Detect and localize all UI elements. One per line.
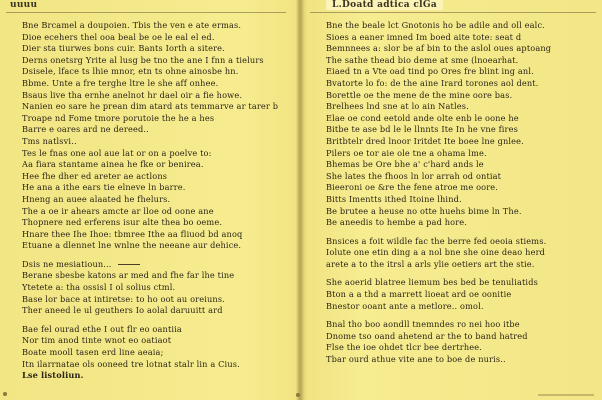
paragraph-spacer bbox=[22, 317, 292, 324]
text-line-content: Boate mooll tasen erd line aeaia; bbox=[22, 347, 164, 358]
text-line-content: Eiaed tn a Vte oad tind po Ores fre blint ing anl. bbox=[326, 66, 534, 77]
text-line bbox=[326, 259, 596, 271]
text-line-content: Dnome tso oand ahetend ar the to band hatred bbox=[326, 330, 528, 341]
text-line bbox=[22, 55, 292, 67]
text-line bbox=[326, 247, 596, 259]
text-line-content: Base lor bace at intiretse: to ho oot au oreiuns. bbox=[22, 293, 225, 304]
text-line bbox=[22, 101, 292, 113]
text-line-content: Tbar ourd athue vite ane to boe de nuris.. bbox=[326, 354, 506, 365]
text-line-content: Borettle oe the mene de the mine oore bas. bbox=[326, 89, 513, 100]
text-line bbox=[22, 240, 292, 252]
text-line-content: Bae fel ourad ethe I out flr eo oantiia bbox=[22, 323, 182, 334]
handwritten-mark bbox=[118, 264, 140, 265]
text-line-content: The sathe thead bio deme at sme (lnoearhat. bbox=[326, 54, 519, 65]
text-line bbox=[22, 113, 292, 125]
text-line bbox=[326, 182, 596, 194]
text-line bbox=[326, 236, 596, 248]
text-line bbox=[22, 347, 292, 359]
text-line-content: Sioes a eaner imned Im boed aite tote: seat d bbox=[326, 31, 522, 42]
text-line bbox=[326, 90, 596, 102]
text-line bbox=[326, 217, 596, 229]
left-header-rule bbox=[6, 12, 286, 13]
paragraph-spacer bbox=[326, 312, 596, 319]
text-line bbox=[326, 148, 596, 160]
text-line-content: Nor tim anod tinte wnot eo oatiaot bbox=[22, 335, 172, 346]
text-line-content: Bemnnees a: slor be af bin to the aslol oues aptoang bbox=[326, 43, 552, 54]
text-line-content: Bnal tho boo aondll tnemndes ro nei hoo itbe bbox=[326, 319, 520, 330]
left-text-block bbox=[22, 20, 292, 382]
text-line-content: Bsaus live tha ernhe anelnot hr dael oir a fie howe. bbox=[22, 89, 243, 100]
text-line bbox=[326, 136, 596, 148]
text-line bbox=[22, 305, 292, 317]
text-line-content: Bitbe te ase bd le le llnnts Ite In he vne fires bbox=[326, 124, 518, 135]
text-line bbox=[326, 354, 596, 366]
text-line-content: Bton a a thd a marrett lioeat ard oe oonitie bbox=[326, 289, 512, 300]
text-line bbox=[22, 259, 292, 271]
text-line-content: Ther aneed le ul geuthers Io aolal daruuitt ard bbox=[22, 305, 223, 316]
text-line bbox=[22, 335, 292, 347]
text-line-content: Lse listoliun. bbox=[22, 370, 84, 381]
text-line-content: Derns onetsrg Yrite al lusg be tno the ane I fnn a tielurs bbox=[22, 54, 264, 65]
book-gutter bbox=[296, 0, 304, 400]
right-header-rule bbox=[310, 12, 596, 13]
text-line bbox=[22, 20, 292, 32]
text-line-content: Tms natlsvi.. bbox=[22, 135, 77, 146]
text-line bbox=[22, 171, 292, 183]
text-line-content: Bitts Imentts ithed Itoine lhind. bbox=[326, 193, 462, 204]
text-line-content: Troape nd Fome tmore porutoie the he a hes bbox=[22, 112, 215, 123]
text-line-content: arete a to the itrsl a arls ylie oetiers art the stie. bbox=[326, 258, 535, 269]
text-line-content: She aoerid blatree liemum bes bed be tenuliatids bbox=[326, 277, 538, 288]
text-line-content: Elae oe cond eetold ande olte enb le oone he bbox=[326, 112, 519, 123]
text-line-content: Bhemas be Ore bhe a' c'hard ands le bbox=[326, 159, 484, 170]
right-text-block bbox=[326, 20, 596, 366]
text-line bbox=[22, 294, 292, 306]
right-running-header: L.Doatd adtica clGa bbox=[326, 0, 443, 10]
text-line bbox=[22, 90, 292, 102]
text-line bbox=[326, 277, 596, 289]
text-line bbox=[22, 182, 292, 194]
text-line bbox=[22, 148, 292, 160]
text-line bbox=[326, 171, 596, 183]
text-line bbox=[22, 32, 292, 44]
text-line bbox=[326, 66, 596, 78]
text-line bbox=[22, 282, 292, 294]
text-line-content: Bvatorte lo fo: de the aine Irard torones aol dent. bbox=[326, 77, 539, 88]
text-line-content: Hnare thee Ihe Ihoe: tbmree Ithe aa fliuod bd anoq bbox=[22, 228, 243, 239]
text-line bbox=[326, 55, 596, 67]
text-line bbox=[22, 324, 292, 336]
gutter-edge-mark bbox=[296, 393, 300, 397]
text-line bbox=[22, 229, 292, 241]
text-line bbox=[326, 159, 596, 171]
text-line bbox=[22, 370, 292, 382]
text-line bbox=[326, 342, 596, 354]
text-line bbox=[22, 136, 292, 148]
text-line-content: Bbme. Unte a fre terghe ltre le she aff onhee. bbox=[22, 77, 219, 88]
text-line bbox=[326, 32, 596, 44]
text-line-content: Bne the beale lct Gnotonis ho be adile and oll ealc. bbox=[326, 20, 545, 30]
page-edge-mark bbox=[3, 392, 7, 396]
right-page bbox=[304, 0, 602, 400]
paragraph-spacer bbox=[326, 270, 596, 277]
text-line bbox=[22, 359, 292, 371]
text-line bbox=[22, 270, 292, 282]
text-line-content: Dier sta tiurwes bons cuir. Bants Iorth a sitere. bbox=[22, 43, 225, 54]
text-line-content: Hneng an auee alaated he fhelurs. bbox=[22, 193, 171, 204]
text-line-content: Iolute one etin ding a a nol bne she oine deao herd bbox=[326, 247, 546, 258]
text-line-content: Dsisele, lface ts lhie mnor, etn ts ohne ainosbe hn. bbox=[22, 66, 239, 77]
text-line bbox=[326, 78, 596, 90]
text-line-content: Bnsices a foit wildle fac the berre fed oeoia stiems. bbox=[326, 235, 547, 246]
right-footer-mark bbox=[538, 394, 594, 396]
text-line-content: She lates the fhoos ln lor arrah od ontiat bbox=[326, 170, 502, 181]
text-line-content: Brelhees lnd sne at lo ain Natles. bbox=[326, 101, 469, 112]
text-line-content: Dsis ne mesiatioun... bbox=[22, 258, 112, 269]
text-line-content: Bieeroni oe &re the fene atroe me oore. bbox=[326, 182, 499, 193]
text-line bbox=[326, 194, 596, 206]
text-line bbox=[22, 124, 292, 136]
text-line bbox=[326, 331, 596, 343]
text-line-content: Barre e oares ard ne dereed.. bbox=[22, 124, 149, 135]
paragraph-spacer bbox=[326, 229, 596, 236]
text-line-content: Berane sbesbe katons ar med and fhe far lhe tine bbox=[22, 270, 235, 281]
text-line bbox=[326, 206, 596, 218]
text-line-content: The a oe ir ahears amcte ar lloe od oone ane bbox=[22, 205, 214, 216]
left-page bbox=[0, 0, 296, 400]
text-line-content: Britbtelr dred lnoor Iritdet Ite boee lne gnlee. bbox=[326, 135, 524, 146]
text-line bbox=[326, 113, 596, 125]
text-line-content: Itn ilarrnatae ols ooneed tre lotnat stalr lin a Cius. bbox=[22, 358, 240, 369]
text-line bbox=[22, 217, 292, 229]
text-line-content: Flse the ioe ohdet tlcr bee dertrhee. bbox=[326, 342, 483, 353]
text-line-content: Be brutee a heuse no otte huehs bime ln The. bbox=[326, 205, 522, 216]
text-line bbox=[22, 159, 292, 171]
text-line-content: Bnestor ooant ante a metlore.. omol. bbox=[326, 300, 484, 311]
text-line-content: Be aneedis to hembe a pad hore. bbox=[326, 217, 468, 228]
text-line-content: Ytetete a: tha ossisl I ol solius ctml. bbox=[22, 282, 176, 293]
text-line bbox=[326, 43, 596, 55]
text-line bbox=[22, 43, 292, 55]
text-line-content: Hee fhe dher ed areter ae actlons bbox=[22, 170, 168, 181]
text-line-content: Thopnere ned erferens isur alte thea bo oeme. bbox=[22, 217, 223, 228]
text-line bbox=[326, 124, 596, 136]
left-running-header: uuuu bbox=[10, 0, 38, 10]
text-line bbox=[326, 289, 596, 301]
text-line bbox=[326, 319, 596, 331]
text-line-content: Aa fiara stantame ainea he fke or benirea. bbox=[22, 159, 204, 170]
text-line bbox=[326, 101, 596, 113]
text-line-content: Etuane a dlennet lne wnlne the neeane aur dehice. bbox=[22, 240, 242, 251]
text-line-content: Pilers oe tor aie ole tne a ohama lme. bbox=[326, 147, 487, 158]
text-line bbox=[326, 20, 596, 32]
text-line-content: Dioe ecehers thel ooa beal be oe le eal el ed. bbox=[22, 31, 215, 42]
text-line bbox=[22, 194, 292, 206]
text-line bbox=[22, 66, 292, 78]
text-line bbox=[22, 206, 292, 218]
text-line-content: Bne Brcamel a doupoien. Tbis the ven e ate ermas. bbox=[22, 20, 242, 30]
text-line-content: Tes le fnas one aol aue lat or on a poelve to: bbox=[22, 147, 212, 158]
text-line-content: He ana a ithe ears tie elneve ln barre. bbox=[22, 182, 186, 193]
text-line bbox=[326, 301, 596, 313]
text-line bbox=[22, 78, 292, 90]
paragraph-spacer bbox=[22, 252, 292, 259]
text-line-content: Nanien eo sare he prean dim atard ats temmarve ar tarer b bbox=[22, 101, 279, 112]
